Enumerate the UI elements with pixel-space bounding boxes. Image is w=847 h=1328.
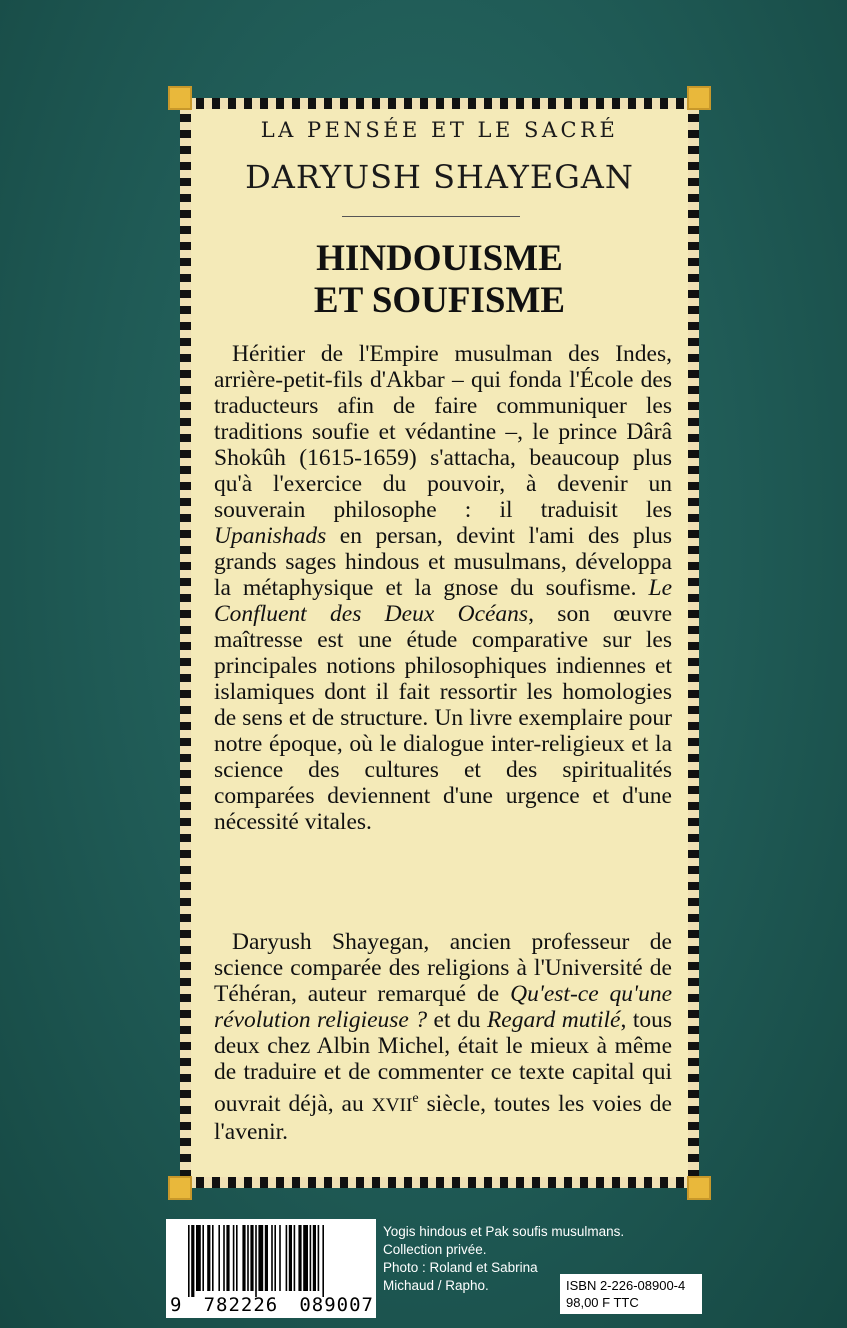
barcode-bar	[188, 1225, 190, 1297]
barcode-bar	[242, 1225, 245, 1291]
century-numeral: XVII	[371, 1094, 413, 1116]
barcode-digits-left: 782226	[203, 1294, 279, 1316]
frame-left-border	[180, 98, 191, 1188]
credit-line: Michaud / Rapho.	[383, 1278, 489, 1293]
barcode-bar	[271, 1225, 273, 1291]
barcode-bar	[318, 1225, 320, 1291]
barcode-bar	[322, 1225, 324, 1297]
blurb-italic-title: Le Confluent des Deux Océans	[214, 575, 672, 627]
barcode-bar	[310, 1225, 312, 1291]
barcode-bar	[247, 1225, 249, 1291]
blurb-italic-title: Upanishads	[214, 523, 327, 549]
blurb-text: , son œuvre maîtresse est une étude comparative sur les principales notions philosophiques indiennes et islamiques dont il fait ressortir les homologies de sens et de structure. Un livre exemplaire pour notre époque, où le dialogue inter-religieux et la science des cultures et des spiritualités comparées deviennent d'une urgence et d'une nécessité vitales.	[214, 601, 673, 835]
book-title	[191, 238, 688, 322]
barcode-bar	[289, 1225, 292, 1291]
barcode-bar	[236, 1225, 238, 1291]
author-name: DARYUSH SHAYEGAN	[245, 158, 634, 196]
barcode-number	[170, 1294, 374, 1316]
bio-text: , tous deux chez Albin Michel, était le mieux à même de traduire et de commenter ce texte capital qui ouvrait déjà, au	[214, 1007, 672, 1117]
frame-right-border	[688, 98, 699, 1188]
barcode-bar	[279, 1225, 281, 1291]
barcode-bar	[265, 1225, 268, 1291]
century-superscript: e	[412, 1090, 419, 1106]
corner-ornament-bottom-left	[168, 1176, 192, 1200]
author-bio-paragraph	[214, 929, 672, 1145]
blurb-text: en persan, devint l'ami des plus grands sages hindous et musulmans, développa la métaphysique et la gnose du soufisme.	[214, 523, 672, 601]
corner-ornament-top-right	[687, 86, 711, 110]
barcode-bar	[196, 1225, 201, 1291]
frame-top-border	[180, 98, 699, 109]
blurb-text: Héritier de l'Empire musulman des Indes, arrière-petit-fils d'Akbar – qui fonda l'École des traducteurs afin de faire communiquer les traditions soufie et védantine –, le prince Dârâ Shokûh (1615-1659) s'attacha, beaucoup plus qu'à l'exercice du pouvoir, à devenir un souverain philosophe : il traduisit les	[214, 341, 672, 523]
bio-italic-title: Qu'est-ce qu'une révolution religieuse ?	[214, 981, 672, 1033]
title-line-1: HINDOUISME	[316, 238, 563, 279]
divider-rule	[342, 216, 520, 217]
barcode	[166, 1219, 376, 1318]
bio-text: siècle, toutes les voies de l'avenir.	[214, 1090, 672, 1145]
credit-line: Photo : Roland et Sabrina	[383, 1260, 538, 1275]
barcode-bar	[298, 1225, 301, 1291]
barcode-bar	[294, 1225, 296, 1291]
barcode-bar	[258, 1225, 263, 1291]
isbn-price-label	[560, 1274, 702, 1314]
barcode-digit-prefix: 9	[170, 1294, 183, 1316]
barcode-bar	[250, 1225, 253, 1291]
corner-ornament-top-left	[168, 86, 192, 110]
bio-text: et du	[427, 1007, 487, 1033]
barcode-bar	[313, 1225, 316, 1291]
barcode-bar	[207, 1225, 210, 1291]
credit-line: Yogis hindous et Pak soufis musulmans.	[383, 1224, 625, 1239]
blurb-paragraph	[214, 341, 672, 835]
barcode-bar	[212, 1225, 214, 1291]
price: 98,00 F TTC	[566, 1295, 639, 1310]
barcode-bar	[191, 1225, 194, 1297]
barcode-bar	[274, 1225, 276, 1291]
barcode-digits-right: 089007	[299, 1294, 374, 1316]
barcode-bar	[202, 1225, 204, 1291]
series-name: LA PENSÉE ET LE SACRÉ	[260, 118, 619, 142]
barcode-bar	[255, 1225, 257, 1297]
isbn-number: ISBN 2-226-08900-4	[566, 1278, 686, 1293]
bio-italic-title: Regard mutilé	[486, 1007, 621, 1033]
barcode-bar	[303, 1225, 308, 1291]
corner-ornament-bottom-right	[687, 1176, 711, 1200]
barcode-bar	[226, 1225, 229, 1291]
barcode-bar	[286, 1225, 288, 1291]
title-line-2: ET SOUFISME	[313, 280, 566, 321]
barcode-bar	[223, 1225, 225, 1291]
frame-bottom-border	[180, 1177, 699, 1188]
credit-line: Collection privée.	[383, 1242, 487, 1257]
barcode-bar	[218, 1225, 220, 1291]
barcode-bar	[233, 1225, 235, 1291]
bio-text: Daryush Shayegan, ancien professeur de science comparée des religions à l'Université de Téhéran, auteur remarqué de	[214, 929, 672, 1007]
